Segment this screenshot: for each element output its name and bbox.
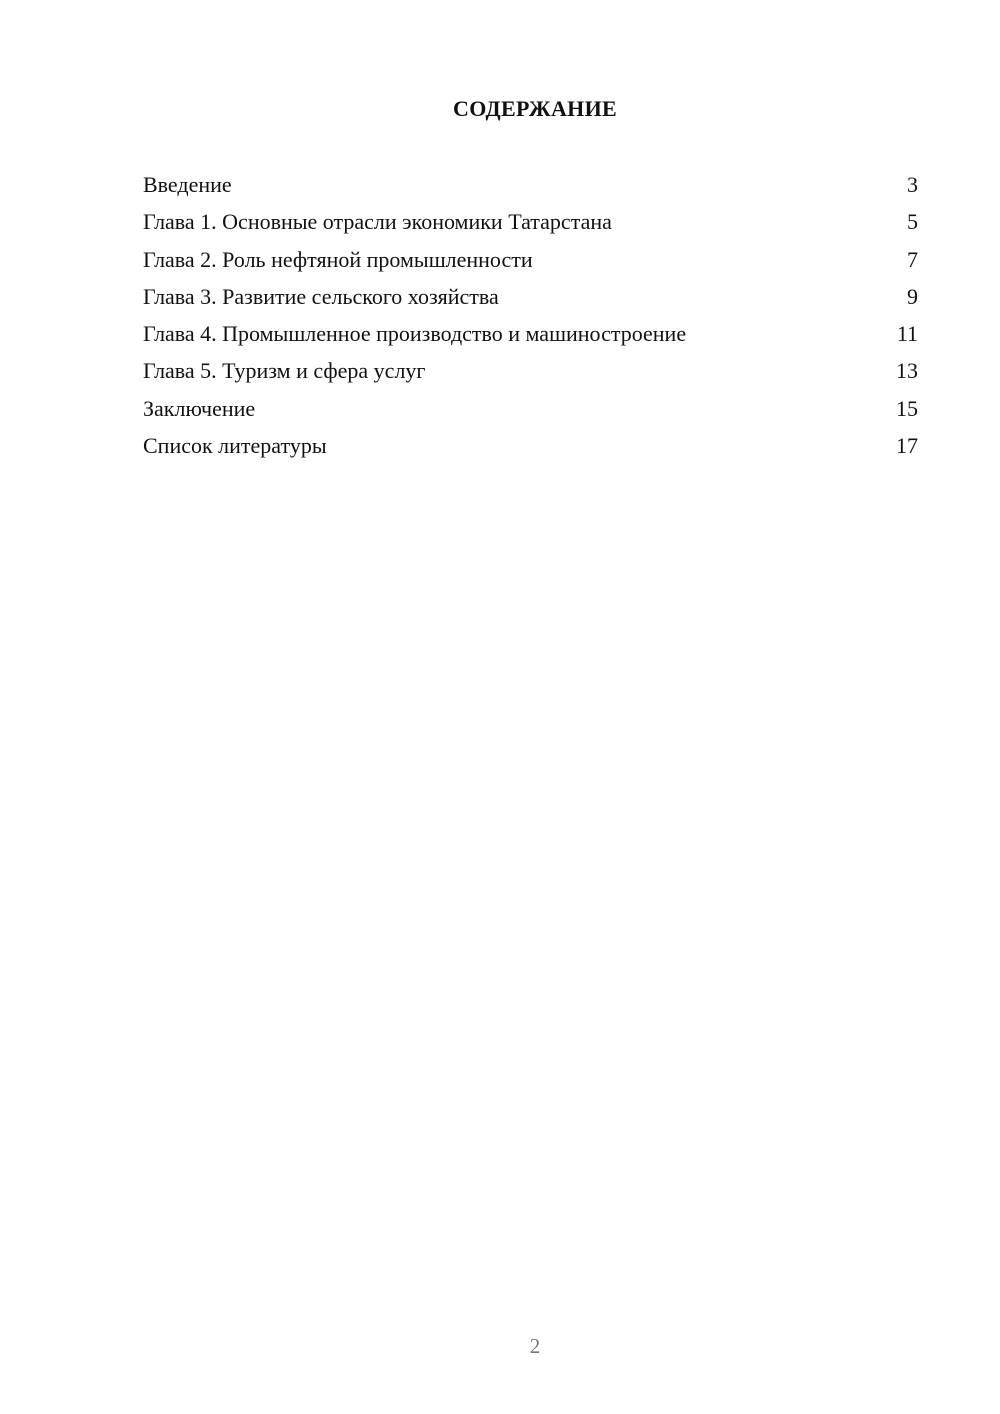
toc-entry-conclusion [143,393,918,430]
toc-entry-label: Глава 5. Туризм и сфера услуг [143,358,426,384]
toc-entry-label: Список литературы [143,433,327,459]
toc-entry-references [143,430,918,467]
toc-entry-chapter-5 [143,355,918,392]
toc-entry-label: Введение [143,172,232,197]
toc-entry-chapter-4 [143,318,918,355]
toc-entry-page: 7 [907,246,918,272]
toc-entry-page: 13 [896,358,918,384]
toc-entry-label: Глава 1. Основные отрасли экономики Татарстана [143,209,612,235]
page-number: 2 [529,1334,541,1358]
toc-entry-introduction [143,169,918,206]
toc-entry-page: 9 [907,283,918,309]
toc-entry-page: 15 [896,395,918,421]
toc-entry-chapter-3 [143,281,918,318]
toc-entry-page: 5 [907,209,918,235]
toc-heading: СОДЕРЖАНИЕ [453,96,617,121]
table-of-contents [143,169,918,467]
toc-entry-label: Глава 4. Промышленное производство и машиностроение [143,321,687,347]
toc-entry-page: 17 [896,433,918,459]
toc-entry-chapter-2 [143,244,918,281]
toc-entry-label: Глава 3. Развитие сельского хозяйства [143,283,499,309]
toc-entry-chapter-1 [143,206,918,243]
toc-entry-label: Глава 2. Роль нефтяной промышленности [143,246,533,272]
toc-entry-page: 3 [907,172,918,197]
toc-entry-label: Заключение [143,395,256,421]
toc-entry-page: 11 [896,321,918,347]
